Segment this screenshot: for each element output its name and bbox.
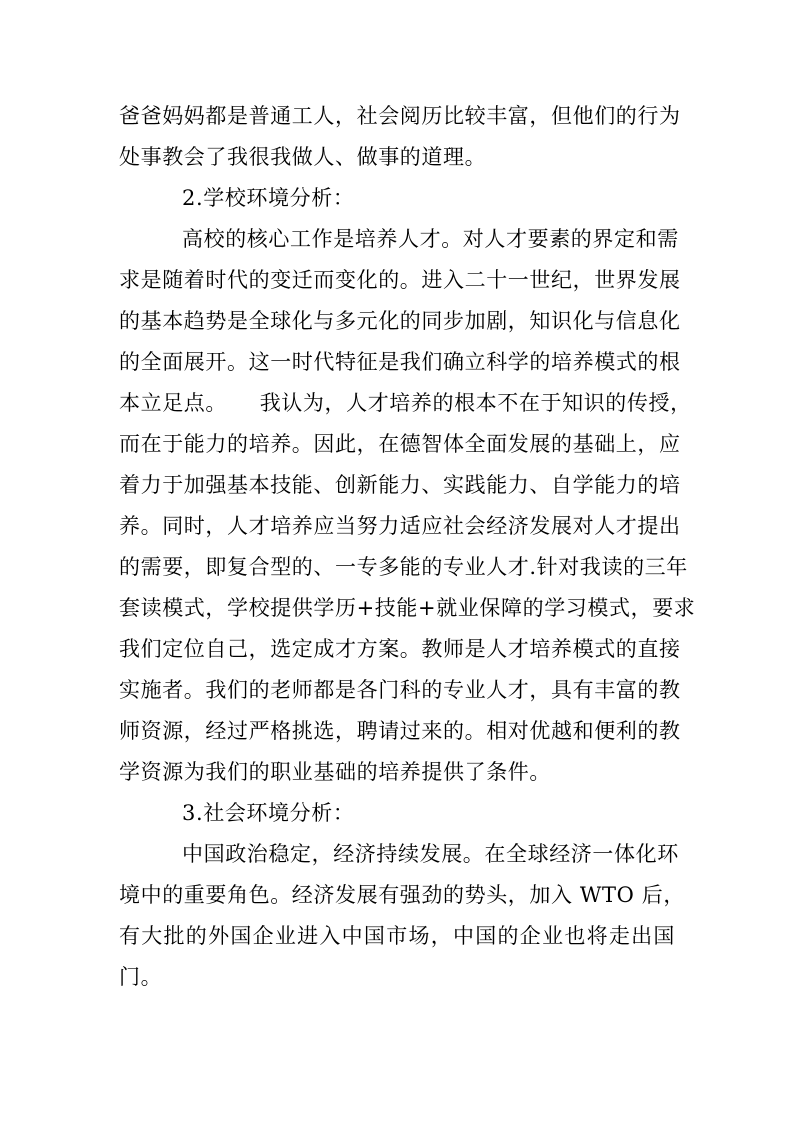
body-line: 而在于能力的培养。因此，在德智体全面发展的基础上，应	[119, 432, 681, 456]
body-line: 高校的核心工作是培养人才。对人才要素的界定和需	[182, 227, 679, 251]
body-line: 本立足点。 我认为，人才培养的根本不在于知识的传授，	[119, 391, 692, 415]
body-line: 爸爸妈妈都是普通工人，社会阅历比较丰富，但他们的行为	[119, 104, 681, 128]
section-heading-school: 2.学校环境分析：	[182, 186, 355, 210]
body-line: 养。同时，人才培养应当努力适应社会经济发展对人才提出	[119, 514, 681, 538]
document-body	[119, 96, 696, 998]
body-line: 学资源为我们的职业基础的培养提供了条件。	[119, 760, 551, 784]
body-line: 的全面展开。这一时代特征是我们确立科学的培养模式的根	[119, 350, 681, 374]
body-line: 求是随着时代的变迁而变化的。进入二十一世纪，世界发展	[119, 268, 681, 292]
body-line: 实施者。我们的老师都是各门科的专业人才，具有丰富的教	[119, 678, 681, 702]
body-line: 我们定位自己，选定成才方案。教师是人才培养模式的直接	[119, 637, 681, 661]
body-line: 中国政治稳定，经济持续发展。在全球经济一体化环	[182, 842, 679, 866]
section-heading-society: 3.社会环境分析：	[182, 801, 355, 825]
body-line: 套读模式，学校提供学历+技能+就业保障的学习模式，要求	[119, 596, 696, 620]
body-line: 境中的重要角色。经济发展有强劲的势头，加入 WTO 后，	[119, 883, 685, 907]
body-line: 的基本趋势是全球化与多元化的同步加剧，知识化与信息化	[119, 309, 681, 333]
body-line: 的需要，即复合型的、一专多能的专业人才.针对我读的三年	[119, 555, 688, 579]
body-line: 门。	[119, 965, 163, 989]
body-line: 有大批的外国企业进入中国市场，中国的企业也将走出国	[119, 924, 675, 948]
body-line: 师资源，经过严格挑选，聘请过来的。相对优越和便利的教	[119, 719, 681, 743]
body-line: 处事教会了我很我做人、做事的道理。	[119, 145, 487, 169]
body-line: 着力于加强基本技能、创新能力、实践能力、自学能力的培	[119, 473, 681, 497]
